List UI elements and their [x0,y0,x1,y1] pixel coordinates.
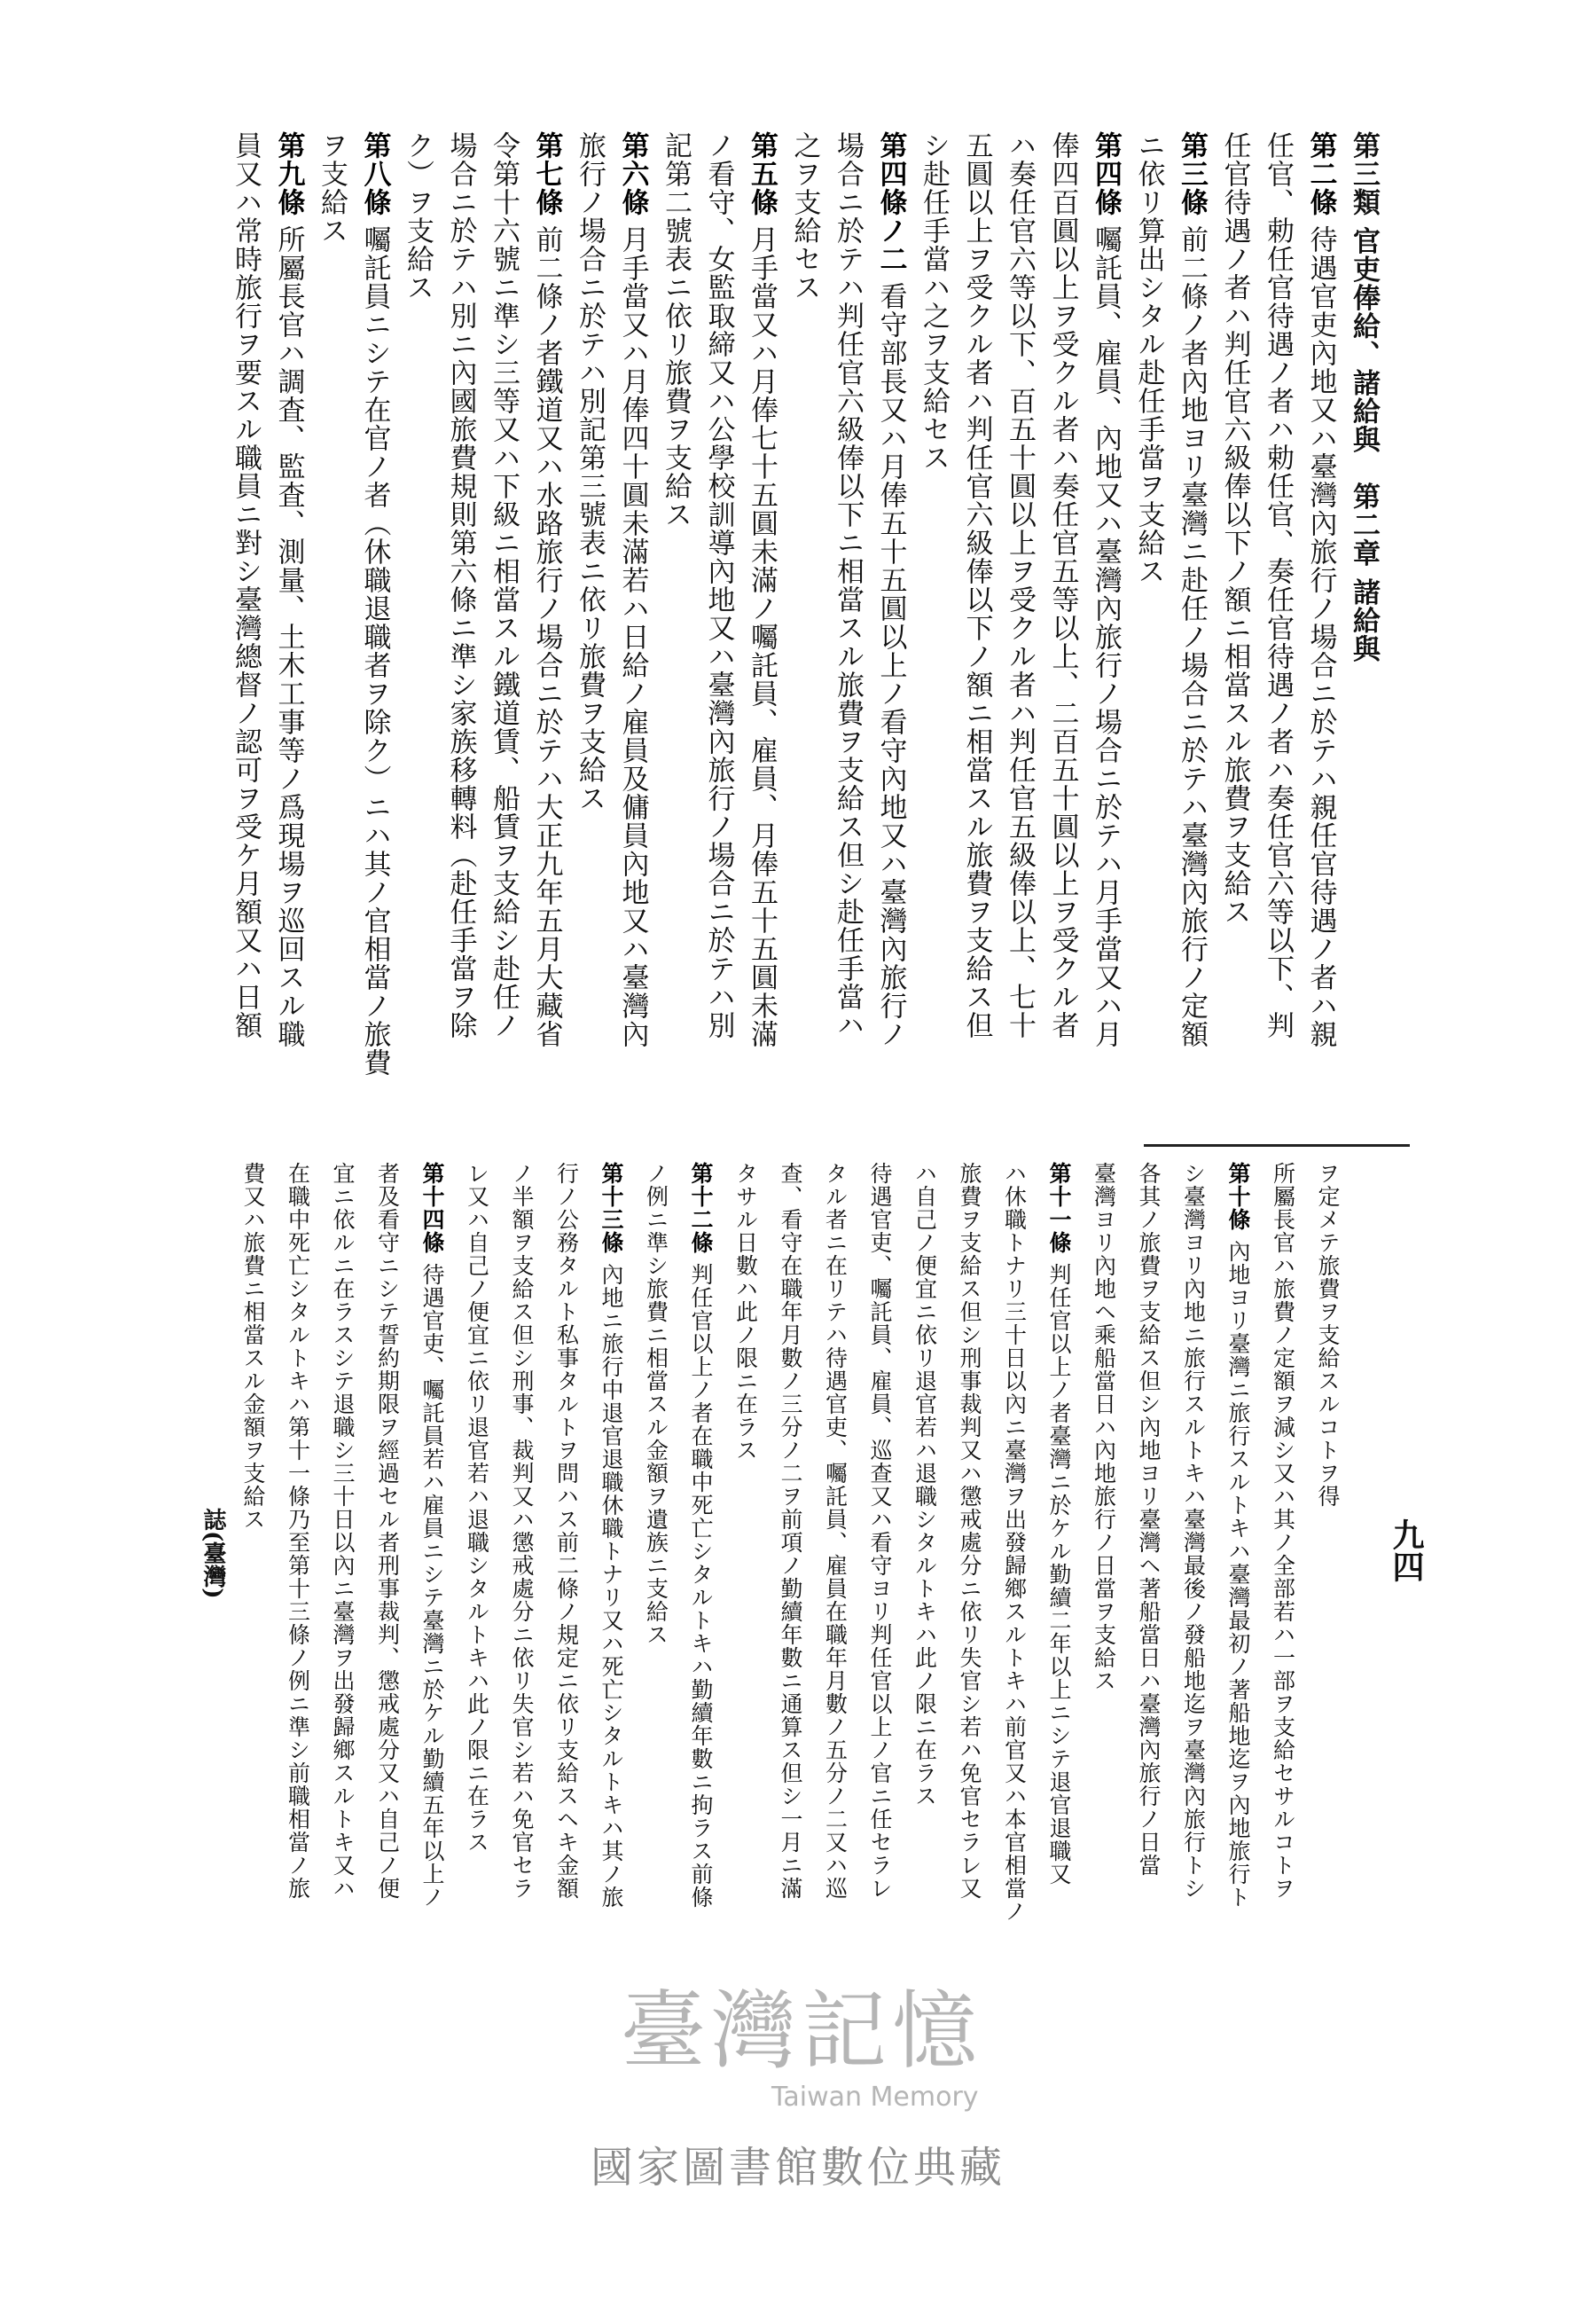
article-line [267,131,310,1133]
line-text: 臺灣ヨリ內地ヘ乘船當日ハ內地旅行ノ日當ヲ支給ス [1091,1162,1117,1692]
text-line [998,131,1042,1133]
article-heading: 第五條 [746,131,778,216]
article-heading: 第三條 [1176,131,1208,216]
line-text: 俸四百圓以上ヲ受クル者ハ奏任官五等以上、二百五十圓以上ヲ受クル者 [1046,131,1079,1039]
line-text: 員又ハ常時旅行ヲ要スル職員ニ對シ臺灣總督ノ認可ヲ受ケ月額又ハ日額 [230,131,262,1039]
article-line [1037,1162,1082,1978]
article-line [1299,131,1342,1133]
line-text: 查、看守在職年月數ノ三分ノ二ヲ前項ノ勤續年數ニ通算ス但シ一月ニ滿 [778,1162,803,1900]
line-text: 任官待遇ノ者ハ判任官六級俸以下ノ額ニ相當スル旅費ヲ支給ス [1218,131,1251,926]
article-line [678,1162,724,1978]
article-heading: 第二條 [1304,131,1337,216]
line-text: シ臺灣ヨリ內地ニ旅行スルトキハ臺灣最後ノ發船地迄ヲ臺灣內旅行トシ [1180,1162,1207,1900]
text-line [857,1162,903,1978]
text-line [310,131,354,1133]
line-text: 者及看守ニシテ誓約期限ヲ經過セル者刑事裁判、懲戒處分又ハ自己ノ便 [374,1162,401,1900]
text-line [633,1162,678,1978]
text-line [1213,131,1256,1133]
article-heading: 第九條 [272,131,305,216]
text-line [544,1162,589,1978]
text-line [224,131,268,1133]
text-line [902,1162,947,1978]
line-text: 記第二號表ニ依リ旅費ヲ支給ス [660,131,692,529]
article-heading: 第六條 [616,131,649,216]
line-text: タル者ニ在リテハ待遇官吏、囑託員、雇員在職年月數ノ五分ノ二又ハ巡 [822,1162,849,1900]
article-heading: 第十四條 [419,1162,445,1254]
text-line [1170,1162,1216,1978]
text-line [991,1162,1037,1978]
line-text: 待遇官吏、囑託員、雇員、巡查又ハ看守ヨリ判任官以上ノ官ニ任セラレ [867,1162,893,1900]
line-text: 內地ニ旅行中退官退職休職トナリ又ハ死亡シタルトキハ其ノ旅 [598,1263,624,1909]
line-text: 行ノ公務タルト私事タルトヲ問ハス前二條ノ規定ニ依リ支給スヘキ金額 [553,1162,580,1900]
text-line [783,131,826,1133]
text-line [1126,1162,1171,1978]
line-text: 令第十六號ニ準シ三等又ハ下級ニ相當スル鐵道賃、船賃ヲ支給シ赴任ノ [488,131,520,1039]
article-line [1084,131,1128,1133]
article-line [869,131,912,1133]
line-text: 內地ヨリ臺灣ニ旅行スルトキハ臺灣最初ノ著船地迄ヲ內地旅行ト [1225,1240,1251,1909]
line-text: 月手當又ハ月俸七十五圓未滿ノ囑託員、雇員、月俸五十五圓未滿 [746,225,778,1048]
line-text: 任官、勅任官待遇ノ者ハ勅任官、奏任官待遇ノ者ハ奏任官六等以下、判 [1262,131,1294,1039]
article-line [525,131,568,1133]
line-text: 前二條ノ者內地ヨリ臺灣ニ赴任ノ場合ニ於テハ臺灣內旅行ノ定額 [1176,225,1208,1048]
text-line [364,1162,410,1978]
article-line [1170,131,1214,1133]
line-text: ハ奏任官六等以下、百五十圓以上ヲ受クル者ハ判任官五級俸以上、七十 [1004,131,1036,1039]
line-text: ノ看守、女監取締又ハ公學校訓導內地又ハ臺灣內旅行ノ場合ニ於テハ別 [702,131,735,1039]
running-header: 第三類 官吏俸給、諸給與 第二章 諸給與 [1348,131,1380,663]
text-line [697,131,740,1133]
line-text: 月手當又ハ月俸四十圓未滿若ハ日給ノ雇員及傭員內地又ハ臺灣內 [616,225,649,1048]
line-text: ノ半額ヲ支給ス但シ刑事、裁判又ハ懲戒處分ニ依リ失官シ若ハ免官セラ [509,1162,535,1900]
article-heading: 第十三條 [598,1162,624,1254]
text-line [654,131,698,1133]
line-text: ニ依リ算出シタル赴任手當ヲ支給ス [1132,131,1165,585]
article-line [589,1162,634,1978]
watermark-chinese: 臺灣記憶 [621,1981,982,2081]
text-line [826,131,870,1133]
footer-credit: 國家圖書館數位典藏 [590,2143,1005,2192]
text-line [482,131,526,1133]
line-text: 囑託員ニシテ在官ノ者（休職退職者ヲ除ク）ニハ其ノ官相當ノ旅費 [358,225,391,1077]
text-line [1127,131,1170,1133]
line-text: 宜ニ依ルニ在ラスシテ退職シ三十日以內ニ臺灣ヲ出發歸鄉スルトキ又ハ [330,1162,356,1900]
line-text: 所屬長官ハ調査、監査、測量、土木工事等ノ爲現場ヲ巡回スル職 [272,225,305,1048]
upper-text-block [224,131,1386,1133]
text-line [768,1162,813,1978]
line-text: 費又ハ旅費ニ相當スル金額ヲ支給ス [240,1162,266,1531]
text-line [275,1162,320,1978]
text-line [723,1162,768,1978]
article-heading: 第十一條 [1046,1162,1072,1254]
line-text: 待遇官吏內地又ハ臺灣內旅行ノ場合ニ於テハ親任官待遇ノ者ハ親 [1304,225,1337,1048]
line-text: レ又ハ自己ノ便宜ニ依リ退官若ハ退職シタルトキハ此ノ限ニ在ラス [464,1162,490,1854]
watermark-english: Taiwan Memory [771,2082,979,2113]
line-text: 在職中死亡シタルトキハ第十一條乃至第十三條ノ例ニ準シ前職相當ノ旅 [285,1162,311,1900]
line-text: 場合ニ於テハ別ニ內國旅費規則第六條ニ準シ家族移轉料（赴任手當ヲ除 [444,131,477,1039]
line-text: 各其ノ旅費ヲ支給ス但シ內地ヨリ臺灣ヘ著船當日ハ臺灣內旅行ノ日當 [1136,1162,1162,1877]
text-line [947,1162,992,1978]
text-line [1081,1162,1126,1978]
line-text: 之ヲ支給セス [788,131,821,302]
article-heading: 第四條ノ二 [874,131,907,273]
text-line [955,131,998,1133]
line-text: 看守部長又ハ月俸五十五圓以上ノ看守內地又ハ臺灣內旅行ノ [874,282,907,1048]
line-text: 旅行ノ場合ニ於テハ別記第三號表ニ依リ旅費ヲ支給ス [574,131,606,812]
text-line [1256,131,1300,1133]
line-text: 待遇官吏、囑託員若ハ雇員ニシテ臺灣ニ於ケル勤續五年以上ノ [419,1263,445,1909]
line-text: 旅費ヲ支給ス但シ刑事裁判又ハ懲戒處分ニ依リ失官シ若ハ免官セラレ又 [957,1162,982,1900]
text-line [499,1162,544,1978]
article-line [1216,1162,1261,1978]
text-line [439,131,482,1133]
line-text: 場合ニ於テハ判任官六級俸以下ニ相當スル旅費ヲ支給ス但シ赴任手當ハ [832,131,864,1039]
line-text: 判任官以上ノ者在職中死亡シタルトキハ勤續年數ニ拘ラス前條 [688,1263,714,1909]
article-heading: 第十二條 [688,1162,714,1254]
watermark-logo [621,1981,1029,2120]
line-text: 判任官以上ノ者臺灣ニ於ケル勤續二年以上ニシテ退官退職又 [1046,1263,1072,1886]
text-line [568,131,612,1133]
line-text: タサル日數ハ此ノ限ニ在ラス [732,1162,759,1462]
article-heading: 第四條 [1090,131,1122,216]
lower-text-block [231,1162,1350,1978]
line-text: ヲ支給ス [316,131,348,245]
text-line [1305,1162,1350,1978]
line-text: 前二條ノ者鐵道又ハ水路旅行ノ場合ニ於テハ大正九年五月大藏省 [530,225,563,1048]
text-line [1260,1162,1305,1978]
article-line [353,131,396,1133]
line-text: ク）ヲ支給ス [402,131,434,302]
text-line [912,131,956,1133]
line-text: シ赴任手當ハ之ヲ支給セス [918,131,950,472]
article-heading: 第十條 [1225,1162,1251,1231]
article-heading: 第七條 [530,131,563,216]
text-line [1041,131,1084,1133]
article-heading: 第八條 [358,131,391,216]
text-line [320,1162,365,1978]
line-text: ノ例ニ準シ旅費ニ相當スル金額ヲ遺族ニ支給ス [643,1162,669,1646]
line-text: 五圓以上ヲ受クル者ハ判任官六級俸以下ノ額ニ相當スル旅費ヲ支給ス但 [960,131,993,1039]
page-number: 九四 [1388,1518,1424,1582]
text-line [454,1162,499,1978]
line-text: ヲ定メテ旅費ヲ支給スルコトヲ得 [1315,1162,1341,1508]
article-line [611,131,654,1133]
line-text: 所屬長官ハ旅費ノ定額ヲ減シ又ハ其ノ全部若ハ一部ヲ支給セサルコトヲ [1270,1162,1296,1900]
line-text: ハ休職トナリ三十日以內ニ臺灣ヲ出發歸鄉スルトキハ前官又ハ本官相當ノ [1001,1162,1028,1923]
text-line [231,1162,276,1978]
section-divider [1144,1144,1410,1147]
line-text: ハ自己ノ便宜ニ依リ退官若ハ退職シタルトキハ此ノ限ニ在ラス [911,1162,938,1808]
text-line [396,131,440,1133]
article-line [410,1162,455,1978]
side-mark: 誌(臺灣) [200,1508,226,1599]
article-line [740,131,784,1133]
line-text: 囑託員、雇員、內地又ハ臺灣內旅行ノ場合ニ於テハ月手當又ハ月 [1090,225,1122,1048]
text-line [812,1162,857,1978]
